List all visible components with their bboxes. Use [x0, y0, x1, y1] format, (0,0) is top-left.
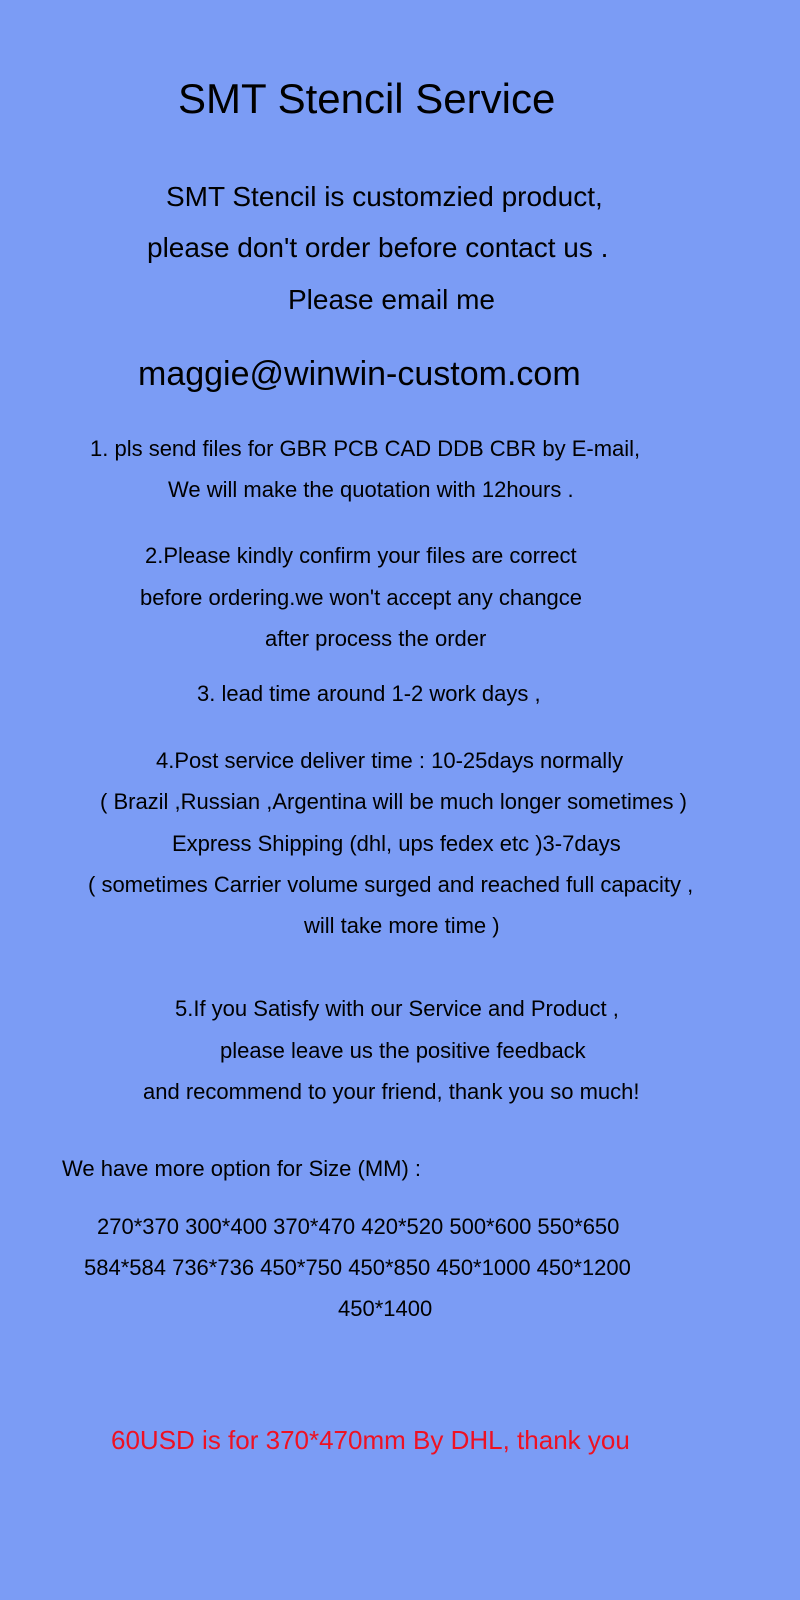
item4-line-2: ( Brazil ,Russian ,Argentina will be much longer sometimes ) — [100, 789, 687, 814]
sizes-line-3: 450*1400 — [338, 1296, 433, 1321]
item4-line-3: Express Shipping (dhl, ups fedex etc )3-7days — [172, 831, 621, 856]
price-note: 60USD is for 370*470mm By DHL, thank you — [111, 1425, 630, 1455]
intro-line-1: SMT Stencil is customzied product, — [166, 181, 603, 212]
item2-line-1: 2.Please kindly confirm your files are correct — [145, 543, 577, 568]
intro-line-3: Please email me — [288, 284, 495, 315]
page-title: SMT Stencil Service — [178, 75, 556, 122]
item2-line-2: before ordering.we won't accept any changce — [140, 585, 583, 610]
item1-line-1: 1. pls send files for GBR PCB CAD DDB CBR by E-mail, — [90, 436, 641, 461]
sizes-line-2: 584*584 736*736 450*750 450*850 450*1000 450*1200 — [84, 1255, 631, 1280]
item1-line-2: We will make the quotation with 12hours . — [168, 477, 574, 502]
contact-email[interactable]: maggie@winwin-custom.com — [138, 355, 581, 393]
item4-line-1: 4.Post service deliver time : 10-25days normally — [156, 748, 624, 773]
sizes-line-1: 270*370 300*400 370*470 420*520 500*600 550*650 — [97, 1214, 620, 1239]
item4-line-4: ( sometimes Carrier volume surged and reached full capacity , — [88, 872, 694, 897]
item3-line: 3. lead time around 1-2 work days , — [197, 681, 541, 706]
item5-line-2: please leave us the positive feedback — [220, 1038, 586, 1063]
intro-line-2: please don't order before contact us . — [147, 232, 609, 263]
item4-line-5: will take more time ) — [304, 913, 500, 938]
sizes-heading: We have more option for Size (MM) : — [62, 1156, 422, 1181]
item5-line-3: and recommend to your friend, thank you so much! — [143, 1079, 640, 1104]
item2-line-3: after process the order — [265, 626, 487, 651]
item5-line-1: 5.If you Satisfy with our Service and Product , — [175, 996, 619, 1021]
